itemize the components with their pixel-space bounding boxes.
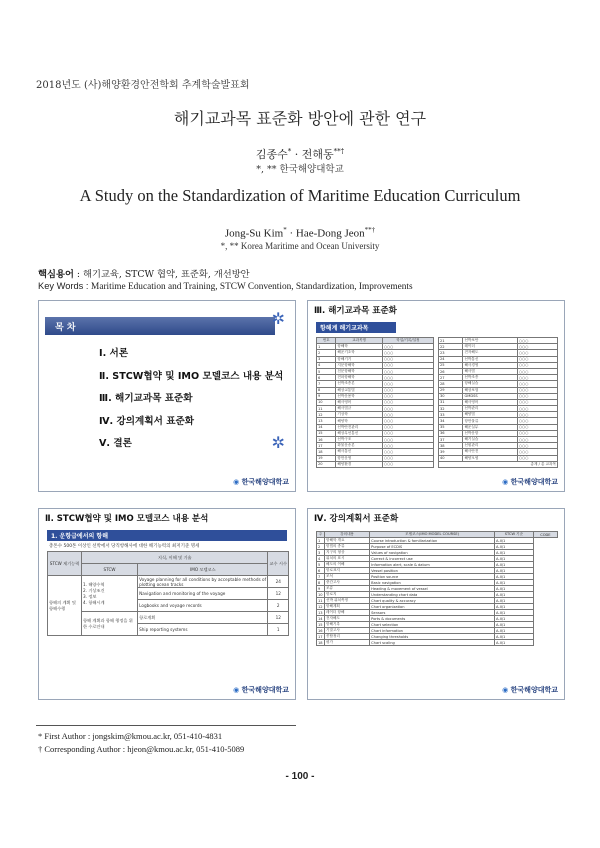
cell-course: 해사경영 — [463, 362, 517, 368]
cell-topic: 항로표지 — [325, 568, 370, 574]
cell-course: 레이더 — [463, 344, 517, 350]
cell-stcw: A-II/1 — [495, 640, 534, 646]
cell-no: 39 — [439, 449, 463, 455]
col-course-name: 교과목명 — [336, 338, 382, 344]
cell-no: 38 — [439, 443, 463, 449]
cell-no: 11 — [317, 406, 336, 412]
cell-no: 5 — [317, 368, 336, 374]
cell-hours: 12 — [268, 612, 289, 624]
cell-stcw: A-II/1 — [495, 568, 534, 574]
cell-week: 4 — [317, 556, 325, 562]
cell-stcw: A-II/1 — [495, 604, 534, 610]
cell-no: 29 — [439, 387, 463, 393]
cell-type: ○○○ — [517, 412, 557, 418]
cell-week: 6 — [317, 568, 325, 574]
cell-no: 12 — [317, 412, 336, 418]
cell-course: 해상교통법 — [336, 387, 382, 393]
cell-week: 5 — [317, 562, 325, 568]
cell-stcw: A-II/1 — [495, 616, 534, 622]
slide-table-of-contents — [38, 300, 296, 492]
footnote-mark: * — [38, 731, 43, 741]
cell-type: ○○○ — [517, 424, 557, 430]
cell-no: 18 — [317, 449, 336, 455]
cell-type: ○○○ — [517, 362, 557, 368]
slide-title: Ⅲ. 해기교과목 표준화 — [314, 306, 397, 316]
cell-course: 해사영어 — [336, 399, 382, 405]
cell-model-course: Course introduction & familiarization — [370, 538, 495, 544]
cell-type: ○○○ — [382, 461, 433, 467]
keywords-english — [38, 281, 413, 292]
slide-title: Ⅳ. 강의계획서 표준화 — [314, 514, 399, 524]
cell-type: ○○○ — [382, 399, 433, 405]
cell-model-course: Values of navigation — [370, 550, 495, 556]
cell-no: 17 — [317, 443, 336, 449]
keywords-english-value: Maritime Education and Training, STCW Convention, Standardization, Improvements — [91, 282, 413, 292]
cell-topic: 레이더 항해 — [325, 610, 370, 616]
cell-week: 3 — [317, 550, 325, 556]
university-logo: ◉ 한국해양대학교 — [502, 477, 558, 487]
cell-topic: 중간고사 — [325, 580, 370, 586]
cell-topic: 평가 — [325, 640, 370, 646]
cell-type: ○○○ — [382, 393, 433, 399]
slide-course-standardization — [307, 300, 565, 492]
cell-no: 35 — [439, 424, 463, 430]
col-no: 번호 — [317, 338, 336, 344]
cell-no: 37 — [439, 437, 463, 443]
cell-week: 11 — [318, 598, 323, 603]
cell-topic: 조석 — [325, 574, 370, 580]
cell-course: 항만물류 — [463, 418, 517, 424]
cell-course: 해상무선통신 — [336, 430, 382, 436]
cell-course: 해운실무 — [463, 424, 517, 430]
affiliation-english: *, ** Korea Maritime and Ocean University — [220, 241, 380, 251]
cell-course: 선박통신 — [463, 356, 517, 362]
cell-no: 26 — [439, 368, 463, 374]
footnote-contact: : hjeon@kmou.ac.kr, 051-410-5089 — [120, 744, 245, 754]
course-table-left — [316, 337, 434, 468]
cell-no: 23 — [439, 350, 463, 356]
page-number: - 100 - — [285, 771, 315, 782]
col-type: 학업/기록/설정 — [382, 338, 433, 344]
cell-course: 해사통신 — [336, 449, 382, 455]
cell-type: ○○○ — [382, 406, 433, 412]
cell-type: ○○○ — [517, 356, 557, 362]
cell-no: 14 — [317, 424, 336, 430]
footnote-first-author — [38, 731, 222, 741]
cell-type: ○○○ — [382, 449, 433, 455]
cell-type: ○○○ — [382, 375, 433, 381]
table-row — [317, 640, 558, 646]
cell-no: 15 — [317, 430, 336, 436]
slide-subheading: 1. 운항급에서의 항해 — [47, 530, 287, 541]
author-1-en-mark: * — [283, 226, 287, 234]
slide-subheading: 항해계 해기교과목 — [316, 322, 396, 333]
col-code: CODE — [533, 532, 557, 538]
cell-type: ○○○ — [517, 381, 557, 387]
cell-course: 해사법규 — [336, 406, 382, 412]
col-model-course: 모델코스(IMO MODEL COURSE) — [370, 532, 495, 538]
cell-model-course: Understanding chart data — [370, 592, 495, 598]
cell-type: ○○○ — [517, 387, 557, 393]
cell-model-course: Correct & incorrect use — [370, 556, 495, 562]
cell-model-course: Sensors — [370, 610, 495, 616]
cell-week: 10 — [318, 592, 323, 597]
toc-heading: 목 차 — [45, 317, 275, 335]
author-1-en: Jong-Su Kim — [224, 227, 284, 240]
cell-hours: 24 — [268, 576, 289, 588]
cell-course: 해기실습 — [463, 437, 517, 443]
footnote-label: Corresponding Author — [44, 744, 121, 754]
cell-type: ○○○ — [382, 387, 433, 393]
cell-type: ○○○ — [517, 443, 557, 449]
cell-topic: 전자해도 — [325, 616, 370, 622]
author-1: 김종수 — [255, 148, 288, 161]
cell-topic: 기말고사 — [325, 628, 370, 634]
cell-week: 2 — [317, 544, 325, 550]
cell-type: ○○○ — [382, 344, 433, 350]
cell-hours: 12 — [268, 588, 289, 600]
cell-no: 34 — [439, 418, 463, 424]
cell-stcw: A-II/1 — [495, 592, 534, 598]
cell-type: ○○○ — [382, 430, 433, 436]
author-2-mark: **† — [333, 147, 345, 156]
col-knowledge: 지식, 이해 및 기술 — [82, 552, 268, 564]
cell-week: 17 — [318, 634, 323, 639]
cell-no: 6 — [317, 375, 336, 381]
syllabus-table — [316, 531, 558, 646]
toc-item: Ⅳ. 강의계획서 표준화 — [99, 415, 195, 427]
keywords-korean-sep: : — [73, 269, 83, 280]
cell-course: 선박보안 — [463, 338, 517, 344]
col-stcw: STCW 기준 — [495, 532, 534, 538]
cell-model-course: Basic navigation — [370, 580, 495, 586]
col-week: 주 — [317, 532, 325, 538]
cell-no: 30 — [439, 393, 463, 399]
toc-item: Ⅰ. 서론 — [99, 348, 129, 359]
cell-no: 4 — [317, 362, 336, 368]
cell-no: 13 — [317, 418, 336, 424]
author-1-mark: * — [287, 147, 292, 156]
affiliation-korean: *, ** 한국해양대학교 — [256, 164, 344, 175]
col-stcw: STCW — [82, 564, 138, 576]
cell-stcw: A-II/1 — [495, 598, 534, 604]
cell-course: 선원관리 — [463, 443, 517, 449]
cell-type: ○○○ — [382, 412, 433, 418]
paper-title-english: A Study on the Standardization of Maritime Education Curriculum — [79, 186, 521, 205]
snowflake-icon: ✲ — [271, 309, 285, 328]
keywords-korean-label: 핵심용어 — [38, 269, 74, 279]
cell-imo-model-course: Voyage planning for all conditions by acceptable methods of plotting ocean tracks — [139, 576, 267, 587]
cell-type: ○○○ — [382, 381, 433, 387]
keywords-english-sep: : — [83, 281, 92, 291]
cell-no: 21 — [439, 338, 463, 344]
cell-week: 9 — [317, 586, 325, 592]
cell-course: 해양학 — [336, 418, 382, 424]
keywords-korean — [38, 266, 250, 280]
author-2-en-mark: **† — [364, 226, 376, 234]
cell-stcw: A-II/1 — [495, 634, 534, 640]
cell-no: 28 — [439, 381, 463, 387]
course-table-right — [438, 337, 558, 468]
cell-course: 선박구조 — [336, 437, 382, 443]
cell-type: ○○○ — [382, 418, 433, 424]
slide-syllabus — [307, 508, 565, 700]
toc-item: Ⅴ. 결론 — [99, 438, 132, 449]
cell-model-course: Position source — [370, 574, 495, 580]
cell-model-course: Information alert, scale & datum — [370, 562, 495, 568]
cell-no: 40 — [439, 455, 463, 461]
cell-type: ○○○ — [517, 375, 557, 381]
cell-no: 32 — [439, 406, 463, 412]
keywords-english-label: Key Words — [38, 281, 84, 291]
table-row — [48, 576, 289, 588]
cell-week: 8 — [317, 580, 325, 586]
cell-course: 해사법 — [463, 368, 517, 374]
cell-no: 3 — [317, 356, 336, 362]
cell-function: 항해의 계획 및 항해수행 — [48, 576, 82, 636]
cell-topic: 항법의 종류 — [325, 544, 370, 550]
cell-topic: 조류 — [325, 586, 370, 592]
cell-week: 13 — [318, 610, 323, 615]
cell-course: 해상보험 — [463, 387, 517, 393]
cell-stcw: A-II/1 — [495, 550, 534, 556]
snowflake-icon: ✲ — [271, 433, 285, 452]
cell-stcw: A-II/1 — [495, 580, 534, 586]
cell-type: ○○○ — [517, 399, 557, 405]
cell-no: 10 — [317, 399, 336, 405]
paper-title-korean: 해기교과목 표준화 방안에 관한 연구 — [173, 109, 427, 128]
table-row — [317, 461, 434, 467]
cell-no: 16 — [317, 437, 336, 443]
cell-type: ○○○ — [382, 356, 433, 362]
cell-stcw: A-II/1 — [495, 586, 534, 592]
cell-no: 7 — [317, 381, 336, 387]
cell-type: ○○○ — [517, 430, 557, 436]
cell-imo-model-course: Ship reporting systems — [138, 624, 268, 636]
cell-course: GMDSS — [463, 393, 517, 399]
cell-course: 해사안전 — [463, 449, 517, 455]
cell-stcw: A-II/1 — [495, 556, 534, 562]
cell-type: ○○○ — [517, 393, 557, 399]
cell-week: 15 — [318, 622, 323, 627]
university-logo: ◉ 한국해양대학교 — [233, 685, 289, 695]
cell-no: 8 — [317, 387, 336, 393]
cell-stcw: A-II/1 — [495, 562, 534, 568]
cell-no: 33 — [439, 412, 463, 418]
cell-course: 전자해도 — [463, 350, 517, 356]
cell-no: 2 — [317, 350, 336, 356]
cell-type: ○○○ — [382, 350, 433, 356]
cell-course: 항해기기 — [336, 356, 382, 362]
cell-model-course: Chart selection — [370, 622, 495, 628]
cell-stcw: A-II/1 — [495, 544, 534, 550]
cell-course: 기상학 — [336, 412, 382, 418]
cell-model-course: Chart information — [370, 628, 495, 634]
footnote-rule — [36, 725, 296, 726]
cell-course: 해사영어 — [463, 399, 517, 405]
cell-topic: 선박 위치측정 — [325, 598, 370, 604]
cell-model-course: Ports & documents — [370, 616, 495, 622]
university-logo: ◉ 한국해양대학교 — [233, 477, 289, 487]
col-imo: IMO 모델코스 — [138, 564, 268, 576]
cell-type: ○○○ — [517, 406, 557, 412]
slide-title: Ⅱ. STCW협약 및 IMO 모델코스 내용 분석 — [45, 514, 209, 524]
footnote-contact: : jongskim@kmou.ac.kr, 051-410-4831 — [85, 731, 223, 741]
cell-type: ○○○ — [382, 443, 433, 449]
author-separator-en: · — [286, 227, 296, 240]
cell-no: 9 — [317, 393, 336, 399]
cell-model-course: Chart scaling — [370, 640, 495, 646]
cell-type: ○○○ — [382, 368, 433, 374]
cell-imo-model-course: 항로계획 — [138, 612, 268, 624]
toc-list — [99, 345, 283, 458]
cell-course: 해운기초학 — [336, 350, 382, 356]
cell-topic: 항로지 — [325, 592, 370, 598]
cell-no: 1 — [317, 344, 336, 350]
cell-no: 20 — [317, 461, 336, 467]
cell-course: 해양오염 — [463, 455, 517, 461]
cell-topic: 항해계획 — [325, 604, 370, 610]
cell-type: ○○○ — [382, 455, 433, 461]
cell-stcw: A-II/1 — [495, 538, 534, 544]
footnote-label: First Author — [44, 731, 86, 741]
cell-model-course: Vessel position — [370, 568, 495, 574]
cell-course: 전파항해학 — [336, 375, 382, 381]
cell-week: 14 — [318, 616, 323, 621]
cell-course: 항만운영 — [336, 455, 382, 461]
cell-course: 항해실습 — [463, 381, 517, 387]
cell-stcw-side: 항해 계획과 항해 행정을 위한 수로안내 — [82, 612, 138, 636]
cell-type: ○○○ — [517, 437, 557, 443]
cell-model-course: Chart quality & accuracy — [370, 598, 495, 604]
cell-type: ○○○ — [517, 350, 557, 356]
cell-imo-model-course: Navigation and monitoring of the voyage — [138, 588, 268, 600]
cell-no: 27 — [439, 375, 463, 381]
slide-stcw-analysis — [38, 508, 296, 700]
authors-korean — [0, 146, 600, 162]
cell-week: 7 — [317, 574, 325, 580]
cell-type: ○○○ — [517, 418, 557, 424]
footnote-mark: † — [38, 744, 43, 754]
cell-stcw-items: 1. 해양수역 2. 기상조건 3. 정보 4. 항해시계 — [82, 576, 138, 612]
table-row — [48, 612, 289, 624]
cell-course: 선박안전관리 — [336, 424, 382, 430]
university-logo: ◉ 한국해양대학교 — [502, 685, 558, 695]
cell-topic: 해도의 이해 — [325, 562, 370, 568]
cell-course: 해양법 — [463, 412, 517, 418]
cell-type: ○○○ — [517, 449, 557, 455]
cell-model-course: Heading & movement of vessel — [370, 586, 495, 592]
cell-course: 지문항해학 — [336, 362, 382, 368]
cell-no: 25 — [439, 362, 463, 368]
toc-item: Ⅲ. 해기교과목 표준화 — [99, 393, 193, 404]
col-topic: 강의내용 — [325, 532, 370, 538]
cell-stcw: A-II/1 — [495, 628, 534, 634]
cell-stcw: A-II/1 — [495, 610, 534, 616]
course-total: 총계 / 총 교과목 — [439, 461, 558, 467]
stcw-table — [47, 551, 289, 636]
cell-course: 화물운송론 — [336, 443, 382, 449]
cell-type: ○○○ — [382, 437, 433, 443]
author-2: 전해동 — [301, 148, 334, 161]
cell-imo-model-course: Logbooks and voyage records — [138, 600, 268, 612]
cell-course: 항해학 — [336, 344, 382, 350]
cell-week: 16 — [318, 628, 323, 633]
cell-topic: 종합정리 — [325, 634, 370, 640]
authors-english — [0, 226, 600, 240]
cell-type: ○○○ — [517, 344, 557, 350]
cell-no: 31 — [439, 399, 463, 405]
toc-item: Ⅱ. STCW협약 및 IMO 모델코스 내용 분석 — [99, 370, 284, 382]
cell-course: 해양환경 — [336, 461, 382, 467]
cell-topic: 위치의 표시 — [325, 556, 370, 562]
cell-course: 선박조종론 — [336, 381, 382, 387]
cell-model-course: Chart organization — [370, 604, 495, 610]
keywords-korean-value: 해기교육, STCW 협약, 표준화, 개선방안 — [82, 269, 250, 280]
cell-hours: 2 — [268, 600, 289, 612]
cell-course: 선박조종 — [463, 375, 517, 381]
cell-type: ○○○ — [517, 338, 557, 344]
author-separator: · — [291, 148, 302, 161]
cell-type: ○○○ — [517, 368, 557, 374]
cell-type: ○○○ — [517, 455, 557, 461]
cell-type: ○○○ — [382, 362, 433, 368]
cell-week: 18 — [318, 640, 323, 645]
cell-hours: 1 — [268, 624, 289, 636]
cell-week: 12 — [318, 604, 323, 609]
cell-topic: 항해기록 — [325, 622, 370, 628]
author-2-en: Hae-Dong Jeon — [295, 227, 365, 240]
footnote-corresponding-author — [38, 744, 244, 754]
cell-course: 천문항해학 — [336, 368, 382, 374]
cell-course: 선박관리 — [463, 406, 517, 412]
col-stcw-function: STCW 제기능력 — [48, 552, 82, 576]
cell-model-course: Changing thresholds — [370, 634, 495, 640]
cell-type: ○○○ — [382, 424, 433, 430]
cell-topic: 지구의 형상 — [325, 550, 370, 556]
slide-caption: 총톤수 500톤 이상인 선박에서 당직항해사에 대한 해기능력의 최저기준 명세 — [49, 544, 200, 549]
cell-no: 24 — [439, 356, 463, 362]
cell-course: 선박운항 — [463, 430, 517, 436]
conference-header: 2018년도 (사)해양환경안전학회 추계학술발표회 — [36, 80, 250, 91]
cell-no: 22 — [439, 344, 463, 350]
cell-no: 36 — [439, 430, 463, 436]
cell-topic: 항해학 개요 — [325, 538, 370, 544]
cell-no: 19 — [317, 455, 336, 461]
col-hours: 교수 시수 — [268, 552, 289, 576]
cell-stcw: A-II/1 — [495, 622, 534, 628]
cell-course: 선박운용학 — [336, 393, 382, 399]
cell-model-course: Purpose of ECDIS — [370, 544, 495, 550]
cell-week: 1 — [317, 538, 325, 544]
cell-stcw: A-II/1 — [495, 574, 534, 580]
